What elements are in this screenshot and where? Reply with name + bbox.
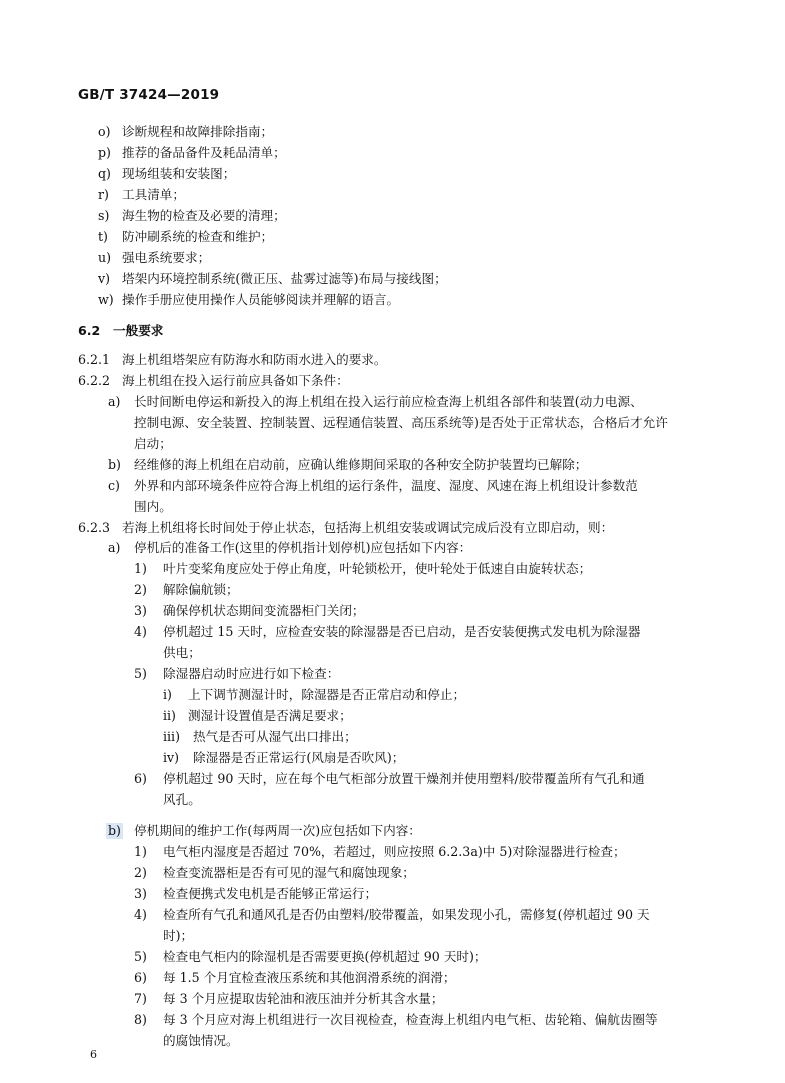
- sub-item: 热气是否可从湿气出口排出；: [193, 729, 357, 744]
- list-item-line: 启动；: [134, 436, 172, 451]
- list-label: u): [98, 250, 112, 265]
- list-label: t): [98, 229, 108, 244]
- list-label: w): [98, 292, 114, 307]
- clause-text: 海上机组塔架应有防海水和防雨水进入的要求。: [122, 352, 387, 367]
- list-item-line: 检查便携式发电机是否能够正常运行；: [163, 886, 378, 901]
- list-item: 诊断规程和故障排除指南；: [122, 124, 274, 139]
- list-label: o): [98, 124, 111, 139]
- page-number: 6: [90, 1048, 97, 1061]
- section-number: 6.2: [78, 323, 101, 338]
- sub-item: 测湿计设置值是否满足要求；: [188, 708, 352, 723]
- list-item-line: 长时间断电停运和新投入的海上机组在投入运行前应检查海上机组各部件和装置(动力电源、: [134, 394, 643, 409]
- list-label: 5): [134, 949, 147, 964]
- list-item: 海生物的检查及必要的清理；: [122, 208, 286, 223]
- list-item-line: 检查变流器柜是否有可见的湿气和腐蚀现象；: [163, 865, 415, 880]
- list-item-line: 经维修的海上机组在启动前，应确认维修期间采取的各种安全防护装置均已解除；: [134, 457, 588, 472]
- sub-label: iv): [163, 750, 180, 765]
- list-item-line: 外界和内部环境条件应符合海上机组的运行条件，温度、湿度、风速在海上机组设计参数范: [134, 478, 638, 493]
- list-label-highlighted: b): [108, 823, 121, 838]
- list-label: b): [108, 457, 121, 472]
- list-item-line: 停机超过 90 天时，应在每个电气柜部分放置干燥剂并使用塑料/胶带覆盖所有气孔和通: [163, 771, 645, 786]
- list-item: 操作手册应使用操作人员能够阅读并理解的语言。: [122, 292, 400, 307]
- list-label: 7): [134, 991, 147, 1006]
- clause-text: 海上机组在投入运行前应具备如下条件：: [122, 373, 349, 388]
- list-label: 2): [134, 865, 147, 880]
- list-item-line: 风孔。: [163, 792, 201, 807]
- list-item-line: 停机超过 15 天时，应检查安装的除湿器是否已启动，是否安装便携式发电机为除湿器: [163, 624, 641, 639]
- sub-label: i): [163, 687, 172, 702]
- list-label: 3): [134, 603, 147, 618]
- standard-code-header: GB/T 37424—2019: [78, 87, 220, 103]
- list-label: 5): [134, 666, 147, 681]
- list-item-line: 停机期间的维护工作(每两周一次)应包括如下内容：: [134, 823, 421, 838]
- list-label: 1): [134, 844, 147, 859]
- list-item: 现场组装和安装图；: [122, 166, 236, 181]
- clause-number: 6.2.2: [78, 373, 111, 388]
- list-item: 推荐的备品备件及耗品清单；: [122, 145, 286, 160]
- list-label: a): [108, 394, 121, 409]
- list-item-line: 围内。: [134, 499, 172, 514]
- list-item-line: 除湿器启动时应进行如下检查：: [163, 666, 340, 681]
- list-label: 4): [134, 907, 147, 922]
- list-item-line: 每 3 个月应提取齿轮油和液压油并分析其含水量；: [163, 991, 444, 1006]
- list-label: s): [98, 208, 110, 223]
- list-label: 6): [134, 970, 147, 985]
- list-item-line: 叶片变桨角度应处于停止角度，叶轮锁松开，使叶轮处于低速自由旋转状态；: [163, 561, 592, 576]
- list-item: 强电系统要求；: [122, 250, 211, 265]
- list-label: 4): [134, 624, 147, 639]
- clause-number: 6.2.3: [78, 520, 111, 535]
- list-item-line: 停机后的准备工作(这里的停机指计划停机)应包括如下内容：: [134, 540, 472, 555]
- list-label: v): [98, 271, 111, 286]
- list-label: c): [108, 478, 120, 493]
- list-label: r): [98, 187, 109, 202]
- clause-number: 6.2.1: [78, 352, 111, 367]
- list-label: 6): [134, 771, 147, 786]
- list-item-line: 的腐蚀情况。: [163, 1033, 239, 1048]
- list-item: 塔架内环境控制系统(微正压、盐雾过滤等)布局与接线图；: [122, 271, 447, 286]
- list-item-line: 控制电源、安全装置、控制装置、远程通信装置、高压系统等)是否处于正常状态，合格后才允许: [134, 415, 668, 430]
- sub-label: ii): [163, 708, 176, 723]
- list-label: 3): [134, 886, 147, 901]
- list-label: 2): [134, 582, 147, 597]
- clause-text: 若海上机组将长时间处于停止状态，包括海上机组安装或调试完成后没有立即启动，则：: [122, 520, 614, 535]
- sub-item: 上下调节测湿计时，除湿器是否正常启动和停止；: [188, 687, 466, 702]
- list-item: 防冲刷系统的检查和维护；: [122, 229, 274, 244]
- section-title: 一般要求: [113, 323, 164, 338]
- list-item-line: 确保停机状态期间变流器柜门关闭；: [163, 603, 365, 618]
- sub-item: 除湿器是否正常运行(风扇是否吹风)；: [193, 750, 405, 765]
- list-label: 8): [134, 1012, 147, 1027]
- list-label: 1): [134, 561, 147, 576]
- list-item-line: 解除偏航锁；: [163, 582, 239, 597]
- list-label: a): [108, 540, 121, 555]
- list-label: q): [98, 166, 111, 181]
- list-item-line: 供电；: [163, 645, 201, 660]
- list-item-line: 电气柜内湿度是否超过 70%，若超过，则应按照 6.2.3a)中 5)对除湿器进行检查；: [163, 844, 626, 859]
- list-label: p): [98, 145, 111, 160]
- list-item: 工具清单；: [122, 187, 185, 202]
- list-item-line: 每 3 个月应对海上机组进行一次目视检查，检查海上机组内电气柜、齿轮箱、偏航齿圈等: [163, 1012, 658, 1027]
- list-item-line: 检查电气柜内的除湿机是否需要更换(停机超过 90 天时)；: [163, 949, 487, 964]
- sub-label: iii): [163, 729, 180, 744]
- list-item-line: 每 1.5 个月宜检查液压系统和其他润滑系统的润滑；: [163, 970, 456, 985]
- list-item-line: 检查所有气孔和通风孔是否仍由塑料/胶带覆盖，如果发现小孔，需修复(停机超过 90 天: [163, 907, 650, 922]
- list-item-line: 时)；: [163, 928, 194, 943]
